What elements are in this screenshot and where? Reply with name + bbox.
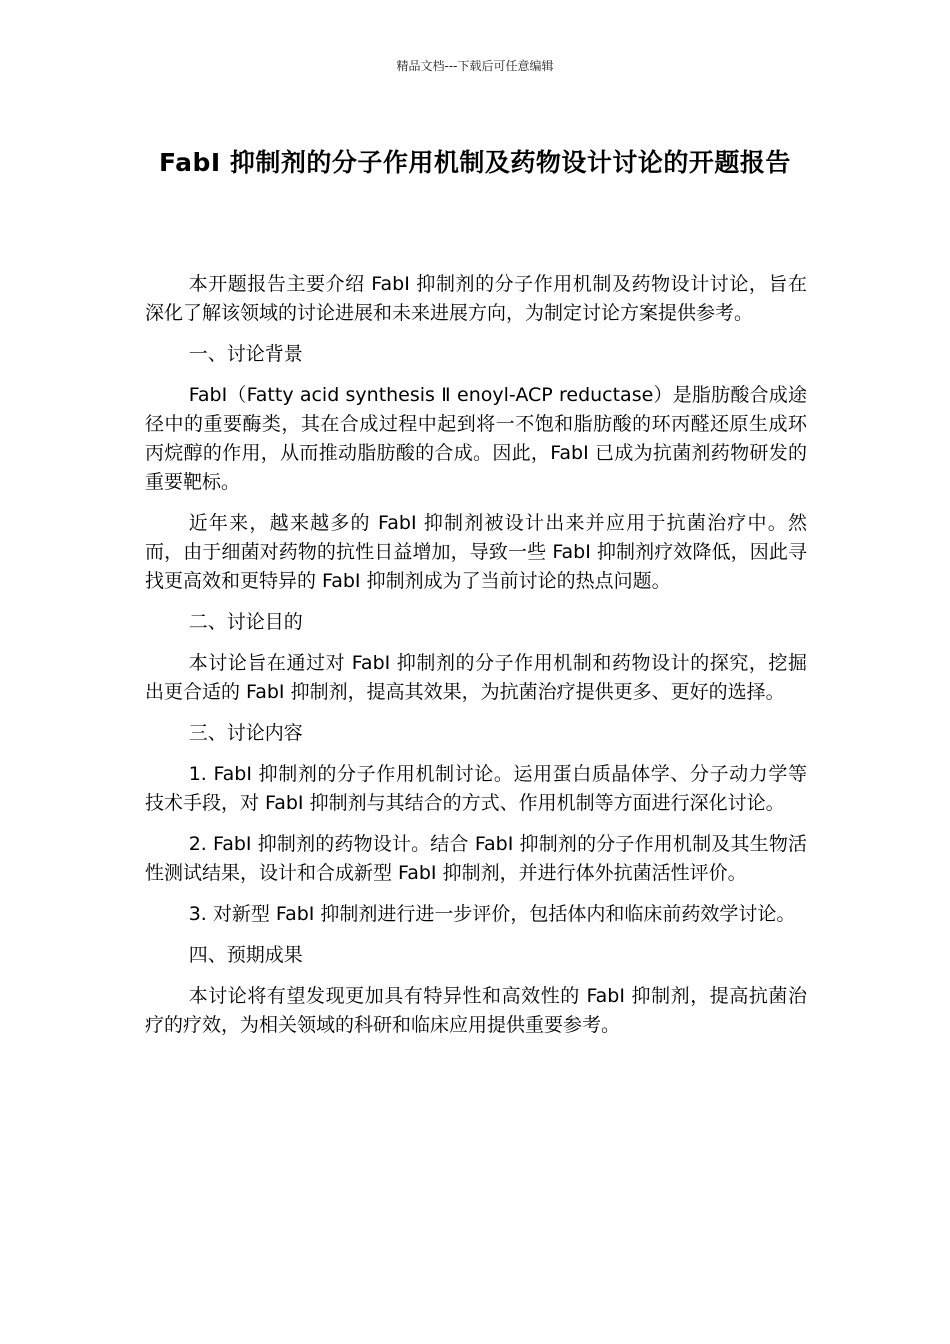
content-item-2: 2. FabI 抑制剂的药物设计。结合 FabI 抑制剂的分子作用机制及其生物活性测试结果，设计和合成新型 FabI 抑制剂，并进行体外抗菌活性评价。 bbox=[145, 833, 807, 884]
section-heading-content: 三、讨论内容 bbox=[188, 722, 303, 744]
outcome-paragraph: 本讨论将有望发现更加具有特异性和高效性的 FabI 抑制剂，提高抗菌治疗的疗效，为相关领域的科研和临床应用提供重要参考。 bbox=[145, 985, 807, 1036]
section-heading-purpose: 二、讨论目的 bbox=[188, 611, 303, 633]
purpose-paragraph: 本讨论旨在通过对 FabI 抑制剂的分子作用机制和药物设计的探究，挖掘出更合适的 FabI 抑制剂，提高其效果，为抗菌治疗提供更多、更好的选择。 bbox=[145, 652, 807, 703]
content-item-1: 1. FabI 抑制剂的分子作用机制讨论。运用蛋白质晶体学、分子动力学等技术手段，对 FabI 抑制剂与其结合的方式、作用机制等方面进行深化讨论。 bbox=[145, 763, 807, 814]
intro-paragraph: 本开题报告主要介绍 FabI 抑制剂的分子作用机制及药物设计讨论，旨在深化了解该领域的讨论进展和未来进展方向，为制定讨论方案提供参考。 bbox=[145, 273, 807, 324]
section-heading-outcome: 四、预期成果 bbox=[188, 944, 303, 966]
section-heading-background: 一、讨论背景 bbox=[188, 343, 303, 365]
content-item-3: 3. 对新型 FabI 抑制剂进行进一步评价，包括体内和临床前药效学讨论。 bbox=[188, 903, 796, 925]
document-title: FabI 抑制剂的分子作用机制及药物设计讨论的开题报告 bbox=[159, 148, 791, 177]
background-paragraph-2: 近年来，越来越多的 FabI 抑制剂被设计出来并应用于抗菌治疗中。然而，由于细菌对药物的抗性日益增加，导致一些 FabI 抑制剂疗效降低，因此寻找更高效和更特异的 FabI 抑制剂成为了当前讨论的热点问题。 bbox=[145, 512, 807, 592]
document-body bbox=[145, 270, 807, 1052]
background-paragraph-1: FabI（Fatty acid synthesis Ⅱ enoyl-ACP reductase）是脂肪酸合成途径中的重要酶类，其在合成过程中起到将一不饱和脂肪酸的环丙醛还原生成环丙烷醇的作用，从而推动脂肪酸的合成。因此，FabI 已成为抗菌剂药物研发的重要靶标。 bbox=[145, 384, 807, 493]
header-note: 精品文档---下载后可任意编辑 bbox=[396, 59, 554, 73]
